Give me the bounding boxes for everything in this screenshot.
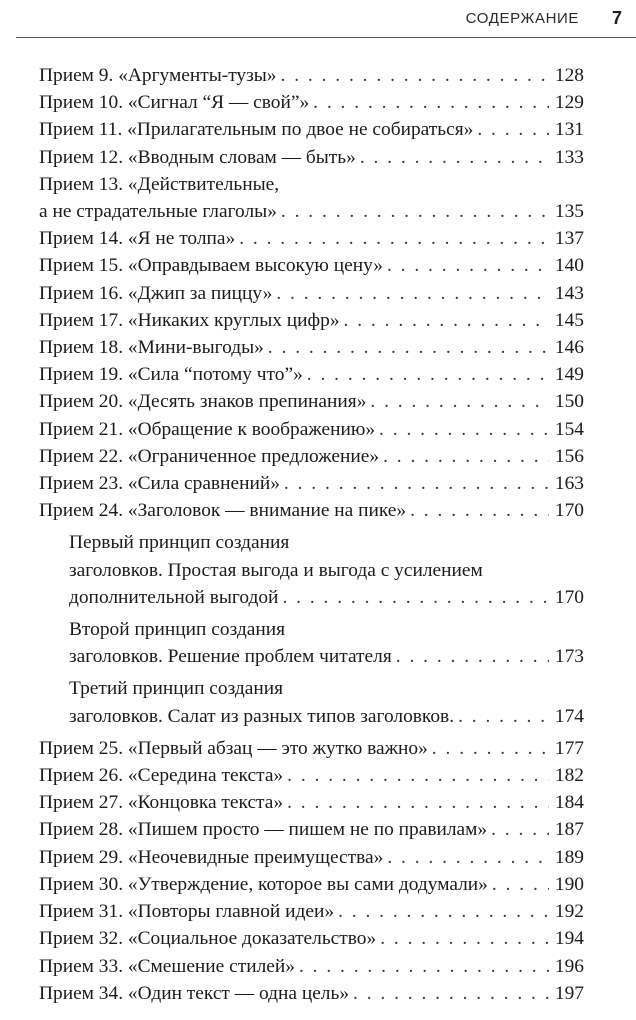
toc-entry[interactable] — [39, 953, 584, 980]
toc-page-number: 149 — [554, 364, 584, 386]
toc-entry-line — [39, 198, 584, 225]
toc-page-number: 143 — [554, 282, 584, 304]
toc-entry[interactable] — [39, 334, 584, 361]
table-of-contents — [39, 62, 584, 1007]
toc-entry-title: а не страдательные глаголы» — [39, 201, 277, 223]
toc-entry[interactable] — [39, 789, 584, 816]
dot-leader — [458, 703, 549, 730]
dot-leader — [379, 416, 549, 443]
toc-entry-title: Прием 17. «Никаких круглых цифр» — [39, 309, 340, 331]
header-rule — [16, 37, 636, 38]
toc-entry-title: Прием 23. «Сила сравнений» — [39, 473, 280, 495]
toc-page-number: 156 — [554, 445, 584, 467]
toc-entry[interactable] — [39, 470, 584, 497]
toc-entry-line — [69, 584, 584, 611]
dot-leader — [380, 925, 549, 952]
toc-entry-title: Прием 22. «Ограниченное предложение» — [39, 445, 380, 467]
toc-entry-line — [39, 388, 584, 415]
dot-leader — [383, 443, 549, 470]
toc-entry[interactable] — [39, 307, 584, 334]
toc-entry-title: Прием 14. «Я не толпа» — [39, 228, 236, 250]
toc-page-number: 182 — [554, 765, 584, 787]
toc-entry-title: Прием 34. «Один текст — одна цель» — [39, 982, 350, 1004]
toc-entry[interactable] — [39, 898, 584, 925]
toc-subentry[interactable] — [69, 616, 584, 670]
toc-subentry[interactable] — [69, 529, 584, 611]
toc-entry[interactable] — [39, 762, 584, 789]
dot-leader — [276, 280, 549, 307]
dot-leader — [410, 497, 549, 524]
toc-entry[interactable] — [39, 361, 584, 388]
toc-page-number: 131 — [554, 119, 584, 141]
toc-entry-line — [39, 871, 584, 898]
toc-entry[interactable] — [39, 735, 584, 762]
toc-entry-title: Прием 21. «Обращение к воображению» — [39, 418, 376, 440]
toc-entry[interactable] — [39, 144, 584, 171]
toc-page-number: 137 — [554, 228, 584, 250]
toc-entry-line — [69, 643, 584, 670]
dot-leader — [338, 898, 549, 925]
toc-entry-line — [39, 443, 584, 470]
toc-entry[interactable] — [39, 225, 584, 252]
dot-leader — [353, 980, 549, 1007]
toc-entry-title-line: Второй принцип создания — [69, 619, 286, 641]
dot-leader — [492, 871, 549, 898]
toc-page-number: 177 — [554, 737, 584, 759]
toc-entry-line — [39, 334, 584, 361]
toc-page-number: 189 — [554, 846, 584, 868]
toc-page-number: 173 — [554, 646, 584, 668]
toc-page-number: 196 — [554, 955, 584, 977]
toc-entry-title: Прием 12. «Вводным словам — быть» — [39, 146, 356, 168]
toc-entry-line — [39, 497, 584, 524]
toc-entry[interactable] — [39, 280, 584, 307]
toc-entry-title: Прием 20. «Десять знаков препинания» — [39, 391, 367, 413]
toc-entry-title: Прием 9. «Аргументы-тузы» — [39, 65, 277, 86]
toc-entry-title: Прием 18. «Мини-выгоды» — [39, 337, 264, 359]
toc-entry-line — [39, 225, 584, 252]
toc-page-number: 154 — [554, 418, 584, 440]
dot-leader — [360, 144, 549, 171]
dot-leader — [268, 334, 549, 361]
toc-page-number: 187 — [554, 819, 584, 841]
dot-leader — [432, 735, 549, 762]
dot-leader — [477, 116, 549, 143]
toc-entry-line — [39, 953, 584, 980]
dot-leader — [387, 844, 549, 871]
toc-entry-line — [39, 144, 584, 171]
toc-entry-line — [39, 307, 584, 334]
toc-entry-line — [39, 789, 584, 816]
toc-entry[interactable] — [39, 388, 584, 415]
toc-entry-title-line: Прием 13. «Действительные, — [39, 173, 280, 195]
toc-entry-title: Прием 15. «Оправдываем высокую цену» — [39, 255, 383, 277]
toc-entry-line — [39, 925, 584, 952]
toc-entry-title: Прием 27. «Концовка текста» — [39, 792, 284, 814]
toc-entry-title: дополнительной выгодой — [69, 586, 279, 608]
toc-entry-title: Прием 24. «Заголовок — внимание на пике» — [39, 500, 407, 522]
dot-leader — [284, 470, 549, 497]
section-title: СОДЕРЖАНИЕ — [465, 10, 579, 27]
toc-entry-line — [39, 361, 584, 388]
toc-entry[interactable] — [39, 252, 584, 279]
toc-entry-title: Прием 19. «Сила “потому что”» — [39, 364, 303, 386]
dot-leader — [370, 388, 549, 415]
toc-entry-title: Прием 31. «Повторы главной идеи» — [39, 901, 335, 923]
toc-entry-title-line: Первый принцип создания — [69, 532, 290, 554]
toc-entry-line — [39, 116, 584, 143]
page-number: 7 — [611, 8, 622, 28]
toc-page-number: 197 — [554, 982, 584, 1004]
toc-entry-line — [39, 416, 584, 443]
toc-entry-title: Прием 10. «Сигнал “Я — свой”» — [39, 92, 310, 114]
dot-leader — [396, 643, 549, 670]
toc-entry-line — [39, 898, 584, 925]
dot-leader — [282, 584, 548, 611]
dot-leader — [307, 361, 549, 388]
dot-leader — [344, 307, 549, 334]
toc-entry-title: Прием 33. «Смешение стилей» — [39, 955, 295, 977]
toc-entry[interactable] — [39, 925, 584, 952]
toc-entry[interactable] — [39, 871, 584, 898]
dot-leader — [281, 198, 549, 225]
toc-entry-title: Прием 29. «Неочевидные преимущества» — [39, 846, 384, 868]
toc-page-number: 128 — [554, 65, 584, 86]
toc-entry-line — [39, 844, 584, 871]
toc-entry[interactable] — [39, 497, 584, 524]
toc-entry-line — [39, 816, 584, 843]
toc-page-number: 133 — [554, 146, 584, 168]
toc-subentry[interactable] — [69, 675, 584, 729]
toc-entry[interactable] — [39, 816, 584, 843]
toc-entry-line — [39, 89, 584, 116]
toc-entry-line — [39, 762, 584, 789]
toc-entry[interactable] — [39, 844, 584, 871]
toc-page-number: 190 — [554, 873, 584, 895]
toc-entry-line — [39, 735, 584, 762]
toc-entry-line — [39, 980, 584, 1007]
toc-entry-title: Прием 28. «Пишем просто — пишем не по правилам» — [39, 819, 488, 841]
toc-page-number: 192 — [554, 901, 584, 923]
toc-entry[interactable] — [39, 171, 584, 225]
toc-entry-title: Прием 30. «Утверждение, которое вы сами додумали» — [39, 873, 488, 895]
toc-entry-title-line: Третий принцип создания — [69, 678, 284, 700]
toc-page-number: 146 — [554, 337, 584, 359]
toc-entry-title: заголовков. Салат из разных типов заголовков. — [69, 705, 455, 727]
toc-entry-line — [39, 470, 584, 497]
toc-page-number: 174 — [554, 705, 584, 727]
toc-page-number: 129 — [554, 92, 584, 114]
toc-entry-line — [39, 252, 584, 279]
dot-leader — [313, 89, 549, 116]
running-head — [0, 0, 636, 40]
toc-entry-title: Прием 32. «Социальное доказательство» — [39, 928, 377, 950]
toc-entry-title: Прием 25. «Первый абзац — это жутко важно» — [39, 737, 428, 759]
toc-entry-title: Прием 26. «Середина текста» — [39, 765, 284, 787]
toc-page-number: 184 — [554, 792, 584, 814]
toc-entry-title-line: заголовков. Простая выгода и выгода с усилением — [69, 559, 483, 581]
toc-entry-line — [69, 703, 584, 730]
toc-entry[interactable] — [39, 89, 584, 116]
toc-entry-title: Прием 16. «Джип за пиццу» — [39, 282, 273, 304]
toc-entry-line — [39, 280, 584, 307]
toc-entry[interactable] — [39, 980, 584, 1007]
toc-page-number: 150 — [554, 391, 584, 413]
toc-entry-title: заголовков. Решение проблем читателя — [69, 646, 392, 668]
toc-page-number: 163 — [554, 473, 584, 495]
dot-leader — [387, 252, 549, 279]
toc-page-number: 194 — [554, 928, 584, 950]
toc-page-number: 170 — [554, 586, 584, 608]
dot-leader — [287, 789, 549, 816]
toc-entry-title: Прием 11. «Прилагательным по двое не собираться» — [39, 119, 474, 141]
dot-leader — [287, 762, 549, 789]
dot-leader — [239, 225, 549, 252]
toc-page-number: 145 — [554, 309, 584, 331]
toc-entry[interactable] — [39, 416, 584, 443]
toc-entry[interactable] — [39, 116, 584, 143]
dot-leader — [299, 953, 549, 980]
toc-page-number: 140 — [554, 255, 584, 277]
toc-entry-line — [39, 62, 584, 89]
toc-page-number: 135 — [554, 201, 584, 223]
toc-entry[interactable] — [39, 62, 584, 89]
dot-leader — [491, 816, 549, 843]
dot-leader — [281, 62, 549, 89]
toc-entry[interactable] — [39, 443, 584, 470]
toc-page-number: 170 — [554, 500, 584, 522]
